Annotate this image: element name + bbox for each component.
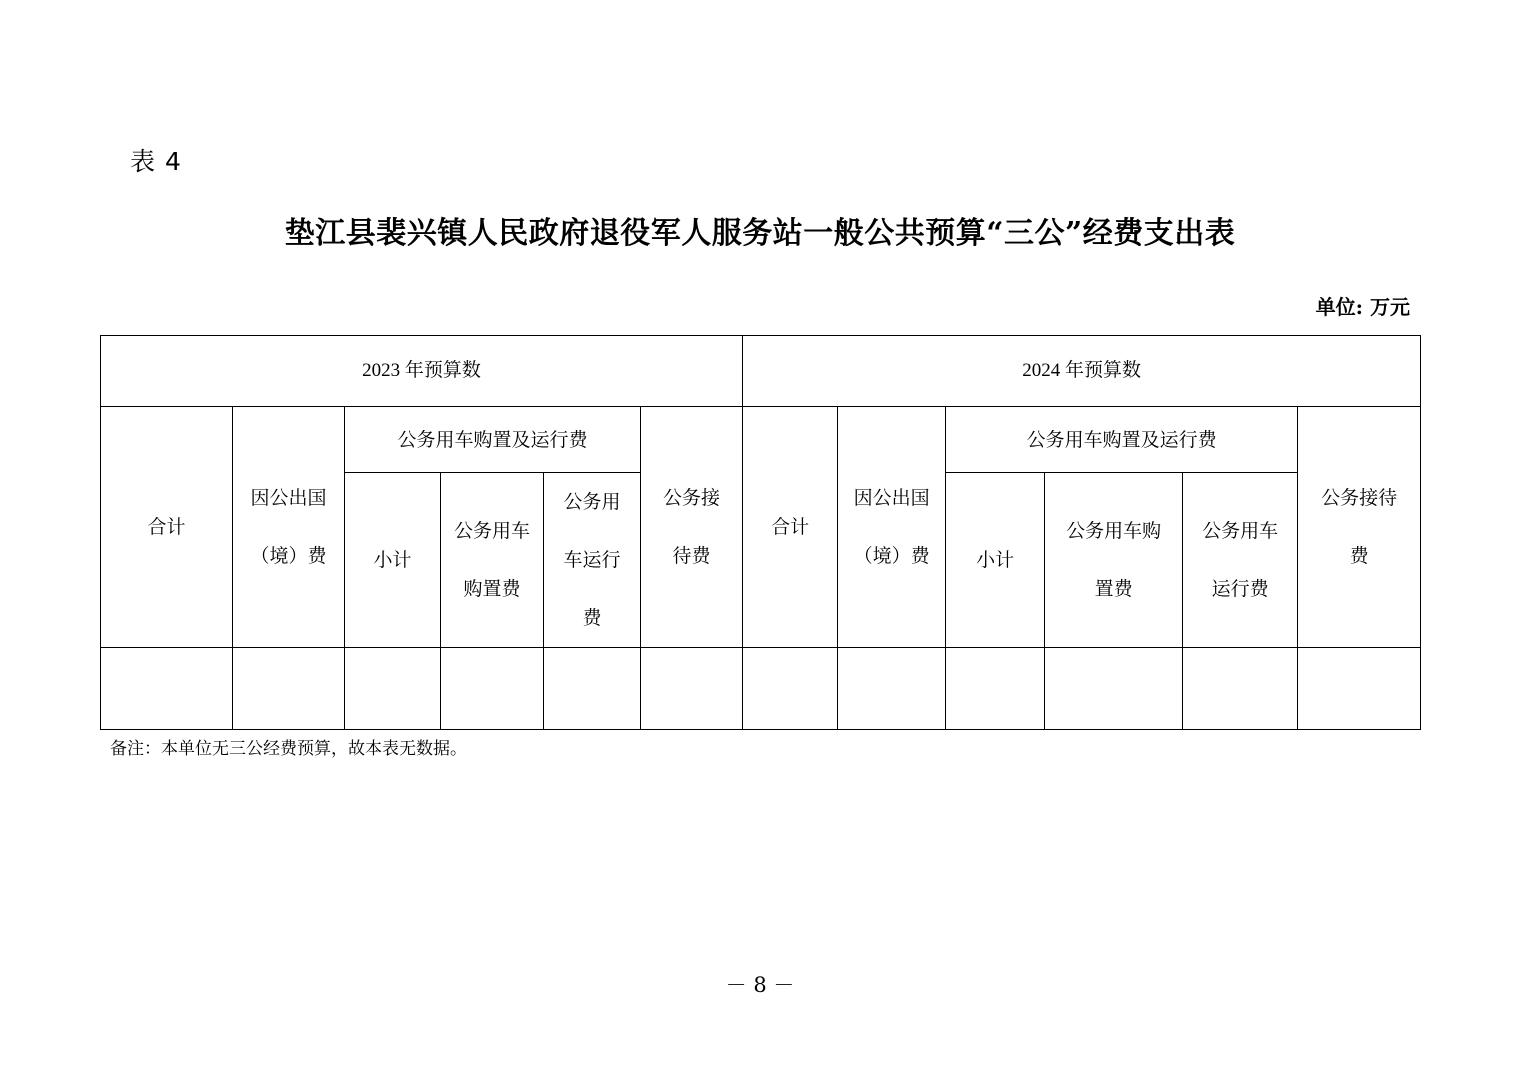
data-cell (1298, 648, 1421, 730)
col-reception-2023: 公务接待费 (641, 407, 743, 648)
col-reception-2024: 公务接待费 (1298, 407, 1421, 648)
header-2024: 2024 年预算数 (743, 336, 1421, 407)
table-label: 表 4 (130, 147, 182, 176)
budget-table (100, 335, 1421, 730)
data-cell (345, 648, 441, 730)
col-total-2024: 合计 (743, 407, 838, 648)
header-2023: 2023 年预算数 (101, 336, 743, 407)
table-note: 备注：本单位无三公经费预算，故本表无数据。 (110, 739, 467, 759)
data-cell (101, 648, 233, 730)
col-vehicle-operation-2024: 公务用车运行费 (1183, 473, 1298, 648)
col-total-2023: 合计 (101, 407, 233, 648)
data-cell (544, 648, 641, 730)
data-cell (743, 648, 838, 730)
data-cell (233, 648, 345, 730)
col-vehicle-purchase-2024: 公务用车购置费 (1045, 473, 1183, 648)
data-cell (946, 648, 1045, 730)
data-cell (1183, 648, 1298, 730)
data-cell (1045, 648, 1183, 730)
data-cell (441, 648, 544, 730)
col-vehicle-group-2023: 公务用车购置及运行费 (345, 407, 641, 473)
col-subtotal-2024: 小计 (946, 473, 1045, 648)
col-vehicle-operation-2023: 公务用车运行费 (544, 473, 641, 648)
data-cell (838, 648, 946, 730)
page-number: － 8 － (725, 973, 795, 997)
unit-label: 单位: 万元 (1315, 295, 1410, 319)
col-vehicle-purchase-2023: 公务用车购置费 (441, 473, 544, 648)
col-subtotal-2023: 小计 (345, 473, 441, 648)
col-abroad-2024: 因公出国（境）费 (838, 407, 946, 648)
col-vehicle-group-2024: 公务用车购置及运行费 (946, 407, 1298, 473)
col-abroad-2023: 因公出国（境）费 (233, 407, 345, 648)
document-title: 垫江县裴兴镇人民政府退役军人服务站一般公共预算“三公”经费支出表 (284, 216, 1236, 251)
table-row (101, 648, 1421, 730)
data-cell (641, 648, 743, 730)
